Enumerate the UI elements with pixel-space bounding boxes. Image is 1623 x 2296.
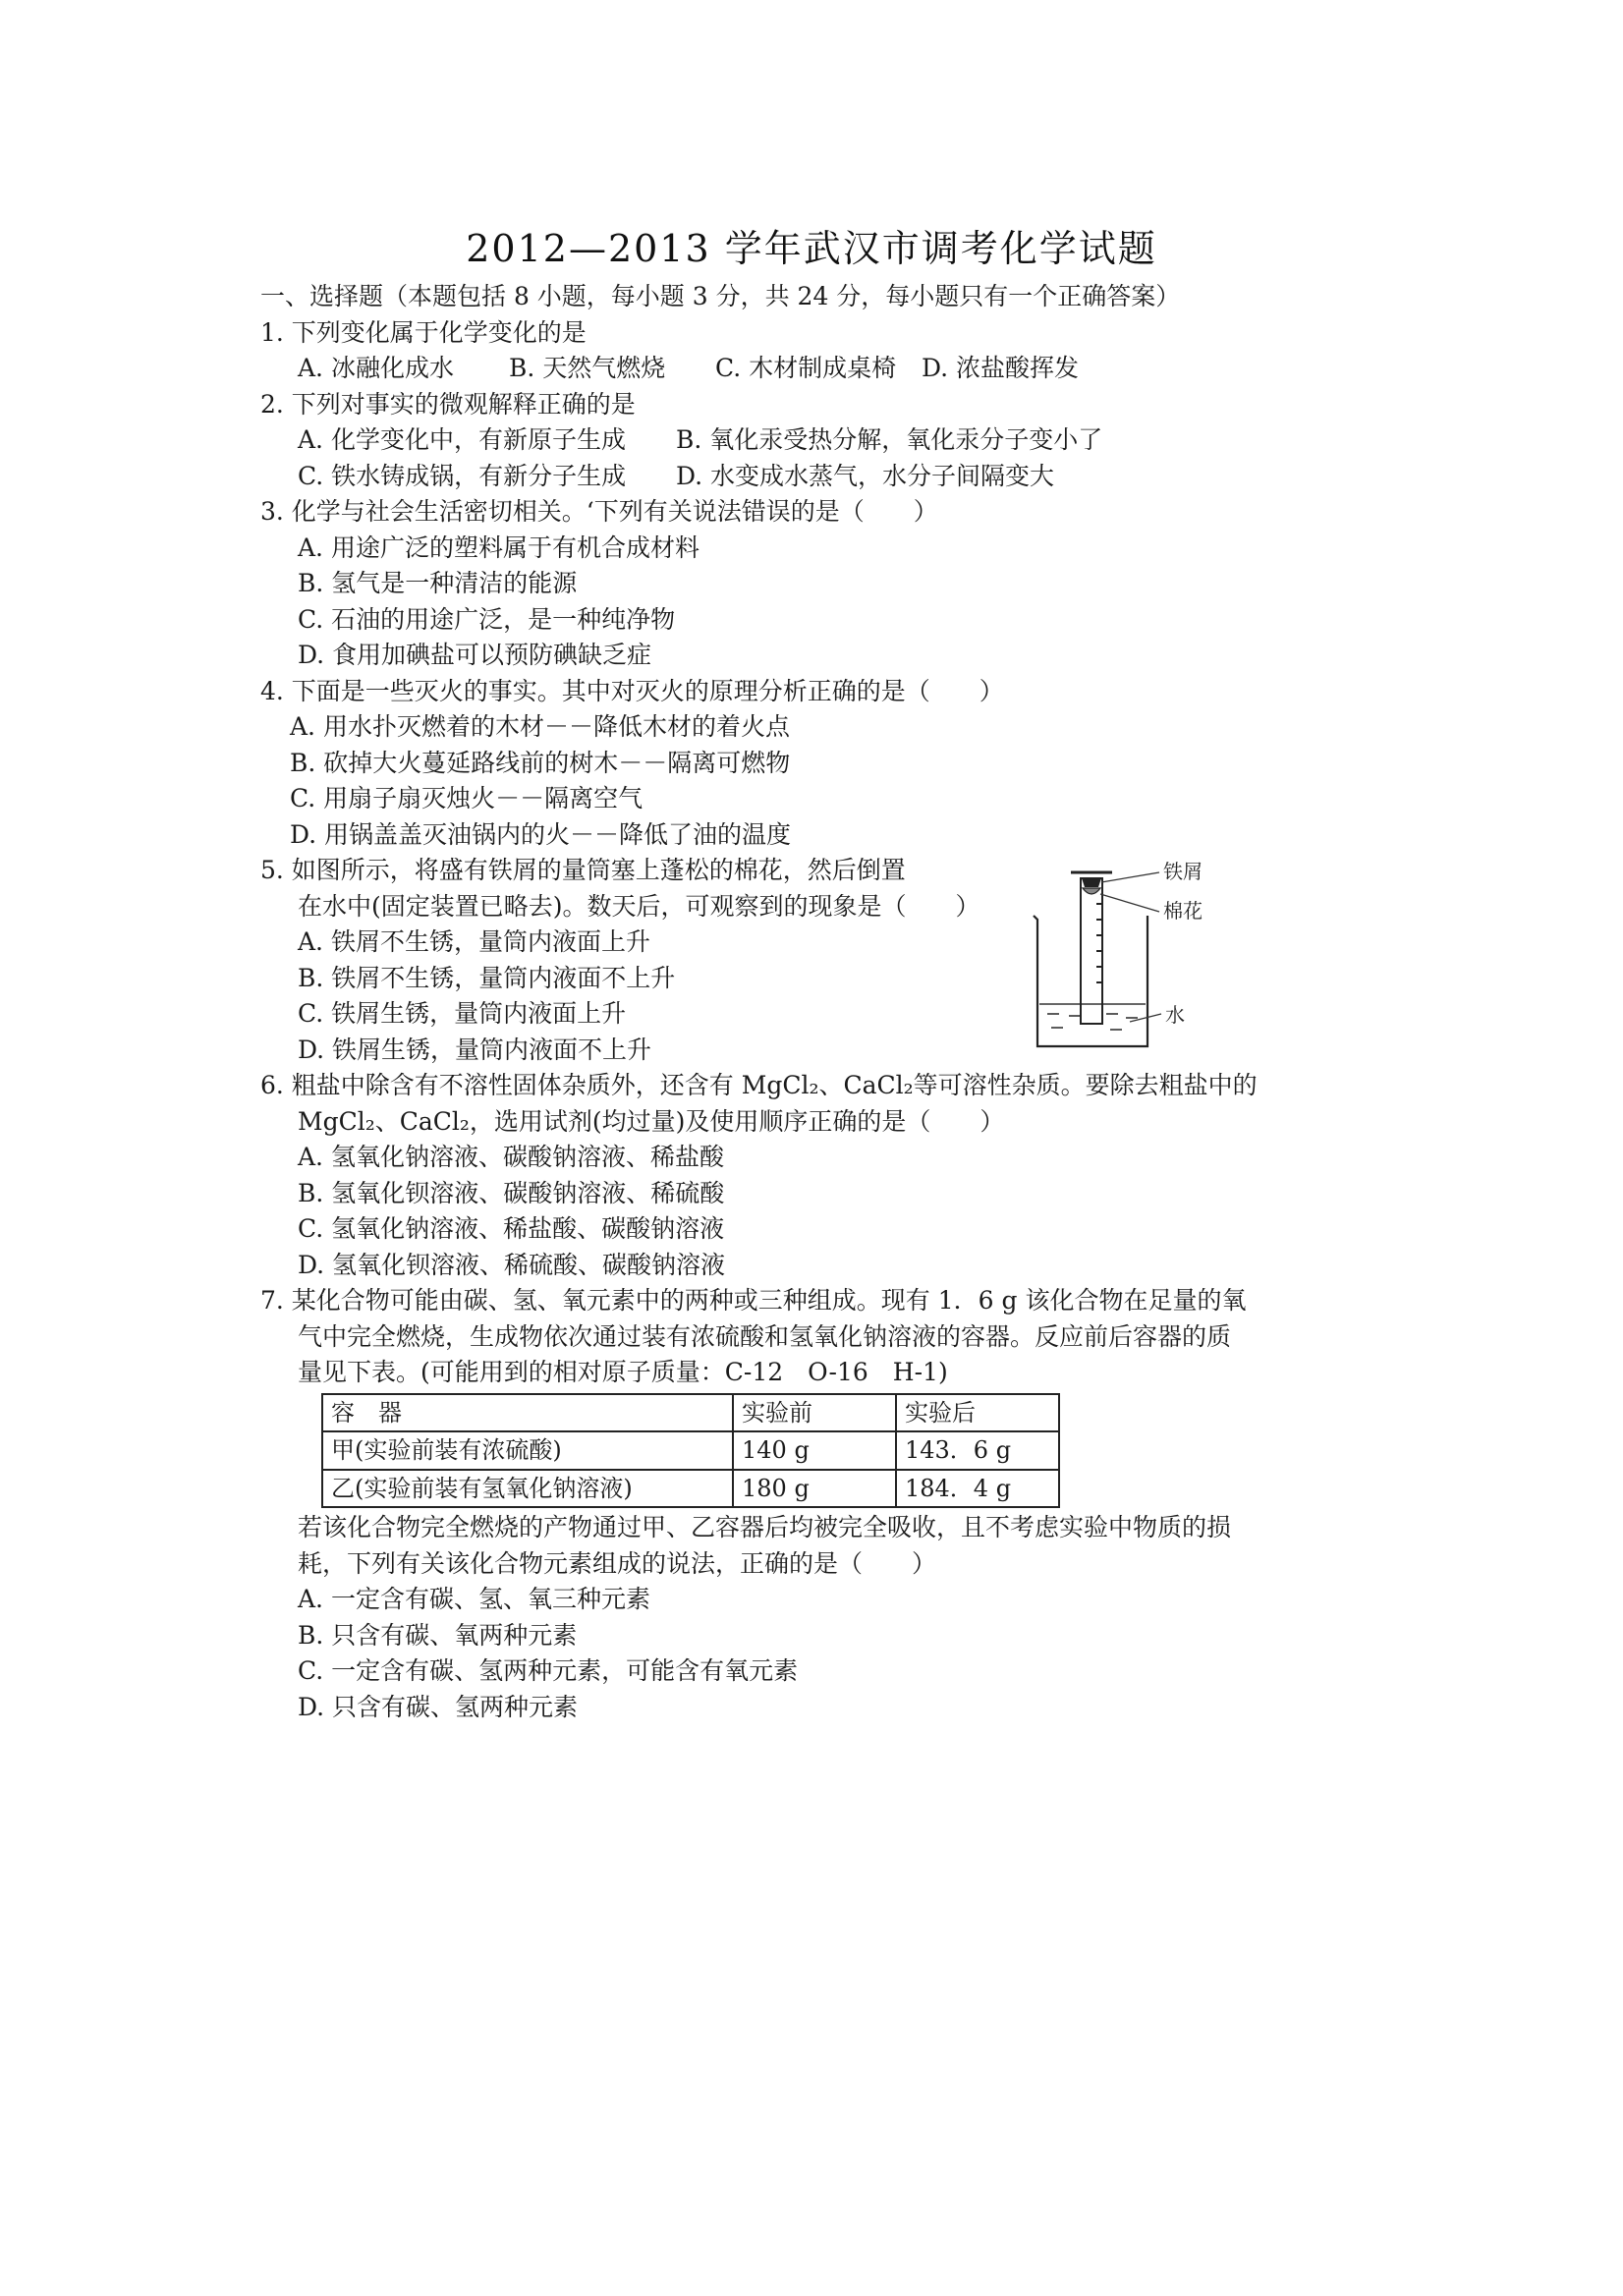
question-5-option-d: D. 铁屑生锈，量筒内液面不上升 — [298, 1035, 652, 1064]
question-5-option-a: A. 铁屑不生锈，量筒内液面上升 — [298, 927, 650, 956]
table-cell: 甲(实验前装有浓硫酸) — [322, 1431, 733, 1470]
question-2-option-c: C. 铁水铸成锅，有新分子生成 — [298, 461, 627, 490]
question-5-stem-cont: 在水中(固定装置已略去)。数天后，可观察到的现象是（ ） — [298, 891, 980, 921]
question-6-stem-cont: MgCl₂、CaCl₂，选用试剂(均过量)及使用顺序正确的是（ ） — [298, 1106, 1005, 1136]
question-4-stem: 4. 下面是一些灭火的事实。其中对灭火的原理分析正确的是（ ） — [260, 676, 1004, 705]
question-6-option-b: B. 氢氧化钡溶液、碳酸钠溶液、稀硫酸 — [298, 1178, 725, 1207]
section-heading: 一、选择题（本题包括 8 小题，每小题 3 分，共 24 分，每小题只有一个正确答案） — [260, 282, 1181, 310]
label-cotton: 棉花 — [1163, 899, 1203, 923]
question-7-stem-cont-2: 量见下表。(可能用到的相对原子质量：C-12 O-16 H-1) — [298, 1358, 948, 1386]
water — [1039, 1004, 1146, 1030]
question-6-stem: 6. 粗盐中除含有不溶性固体杂质外，还含有 MgCl₂、CaCl₂等可溶性杂质。要除去粗盐中的 — [260, 1071, 1258, 1099]
question-7-after-1: 若该化合物完全燃烧的产物通过甲、乙容器后均被完全吸收，且不考虑实验中物质的损 — [298, 1513, 1232, 1541]
question-3-stem: 3. 化学与社会生活密切相关。‘下列有关说法错误的是（ ） — [260, 497, 938, 526]
question-7-stem-cont-1: 气中完全燃烧，生成物依次通过装有浓硫酸和氢氧化钠溶液的容器。反应前后容器的质 — [298, 1321, 1232, 1351]
question-4-option-c: C. 用扇子扇灭烛火－－隔离空气 — [290, 784, 644, 812]
cotton-plug — [1083, 888, 1100, 894]
table-cell: 140 g — [733, 1431, 896, 1470]
question-3-option-b: B. 氢气是一种清洁的能源 — [298, 569, 578, 597]
question-5-option-c: C. 铁屑生锈，量筒内液面上升 — [298, 999, 627, 1028]
question-6-option-d: D. 氢氧化钡溶液、稀硫酸、碳酸钠溶液 — [298, 1250, 726, 1279]
table-row — [322, 1470, 1059, 1508]
table-header-cell: 容 器 — [322, 1394, 733, 1432]
question-6-option-a: A. 氢氧化钠溶液、碳酸钠溶液、稀盐酸 — [298, 1143, 724, 1171]
label-water: 水 — [1165, 1003, 1185, 1027]
question-3-option-a: A. 用途广泛的塑料属于有机合成材料 — [298, 532, 700, 562]
question-1-option-d: D. 浓盐酸挥发 — [922, 354, 1080, 382]
question-1-option-c: C. 木材制成桌椅 — [715, 354, 897, 382]
question-3-option-d: D. 食用加碘盐可以预防碘缺乏症 — [298, 641, 652, 669]
mass-table — [321, 1393, 1060, 1509]
table-row — [322, 1431, 1059, 1470]
question-4-option-a: A. 用水扑灭燃着的木材－－降低木材的着火点 — [290, 712, 790, 741]
question-7-stem: 7. 某化合物可能由碳、氢、氧元素中的两种或三种组成。现有 1．6 g 该化合物在足量的氧 — [260, 1286, 1247, 1315]
page-title: 2012—2013 学年武汉市调考化学试题 — [466, 227, 1157, 270]
question-3-option-c: C. 石油的用途广泛，是一种纯净物 — [298, 604, 676, 634]
question-2-options-row1 — [260, 422, 1243, 459]
question-7-after-2: 耗，下列有关该化合物元素组成的说法，正确的是（ ） — [298, 1548, 937, 1578]
question-5-option-b: B. 铁屑不生锈，量筒内液面不上升 — [298, 963, 676, 992]
question-7-option-b: B. 只含有碳、氧两种元素 — [298, 1620, 578, 1650]
table-cell: 143．6 g — [896, 1431, 1059, 1470]
beaker — [1034, 916, 1147, 1046]
iron-filings — [1082, 878, 1101, 887]
question-5-stem: 5. 如图所示，将盛有铁屑的量筒塞上蓬松的棉花，然后倒置 — [260, 856, 906, 884]
question-1-option-b: B. 天然气燃烧 — [509, 354, 666, 382]
question-6-option-c: C. 氢氧化钠溶液、稀盐酸、碳酸钠溶液 — [298, 1214, 725, 1243]
question-7-option-c: C. 一定含有碳、氢两种元素，可能含有氧元素 — [298, 1656, 799, 1685]
apparatus-figure — [1012, 855, 1218, 1056]
label-leaders — [1100, 872, 1161, 1022]
table-header-cell: 实验前 — [733, 1394, 896, 1432]
question-2-option-b: B. 氧化汞受热分解，氧化汞分子变小了 — [676, 425, 1103, 454]
table-header-cell: 实验后 — [896, 1394, 1059, 1432]
question-7-option-d: D. 只含有碳、氢两种元素 — [298, 1692, 579, 1721]
question-4-option-b: B. 砍掉大火蔓延路线前的树木－－隔离可燃物 — [290, 748, 791, 777]
question-2-option-d: D. 水变成水蒸气，水分子间隔变大 — [676, 461, 1055, 490]
label-iron-filings: 铁屑 — [1163, 860, 1203, 883]
table-cell: 180 g — [733, 1470, 896, 1508]
question-2-option-a: A. 化学变化中，有新原子生成 — [298, 425, 626, 454]
question-7-option-a: A. 一定含有碳、氢、氧三种元素 — [298, 1585, 650, 1613]
question-2-options-row2 — [260, 459, 1243, 495]
table-cell: 184．4 g — [896, 1470, 1059, 1508]
question-1-options — [260, 351, 1243, 387]
question-2-stem: 2. 下列对事实的微观解释正确的是 — [260, 389, 636, 419]
question-4-option-d: D. 用锅盖盖灭油锅内的火－－降低了油的温度 — [290, 819, 792, 849]
table-cell: 乙(实验前装有氢氧化钠溶液) — [322, 1470, 733, 1508]
question-1-option-a: A. 冰融化成水 — [298, 354, 454, 382]
table-header-row — [322, 1394, 1059, 1432]
question-1-stem: 1. 下列变化属于化学变化的是 — [260, 317, 587, 347]
